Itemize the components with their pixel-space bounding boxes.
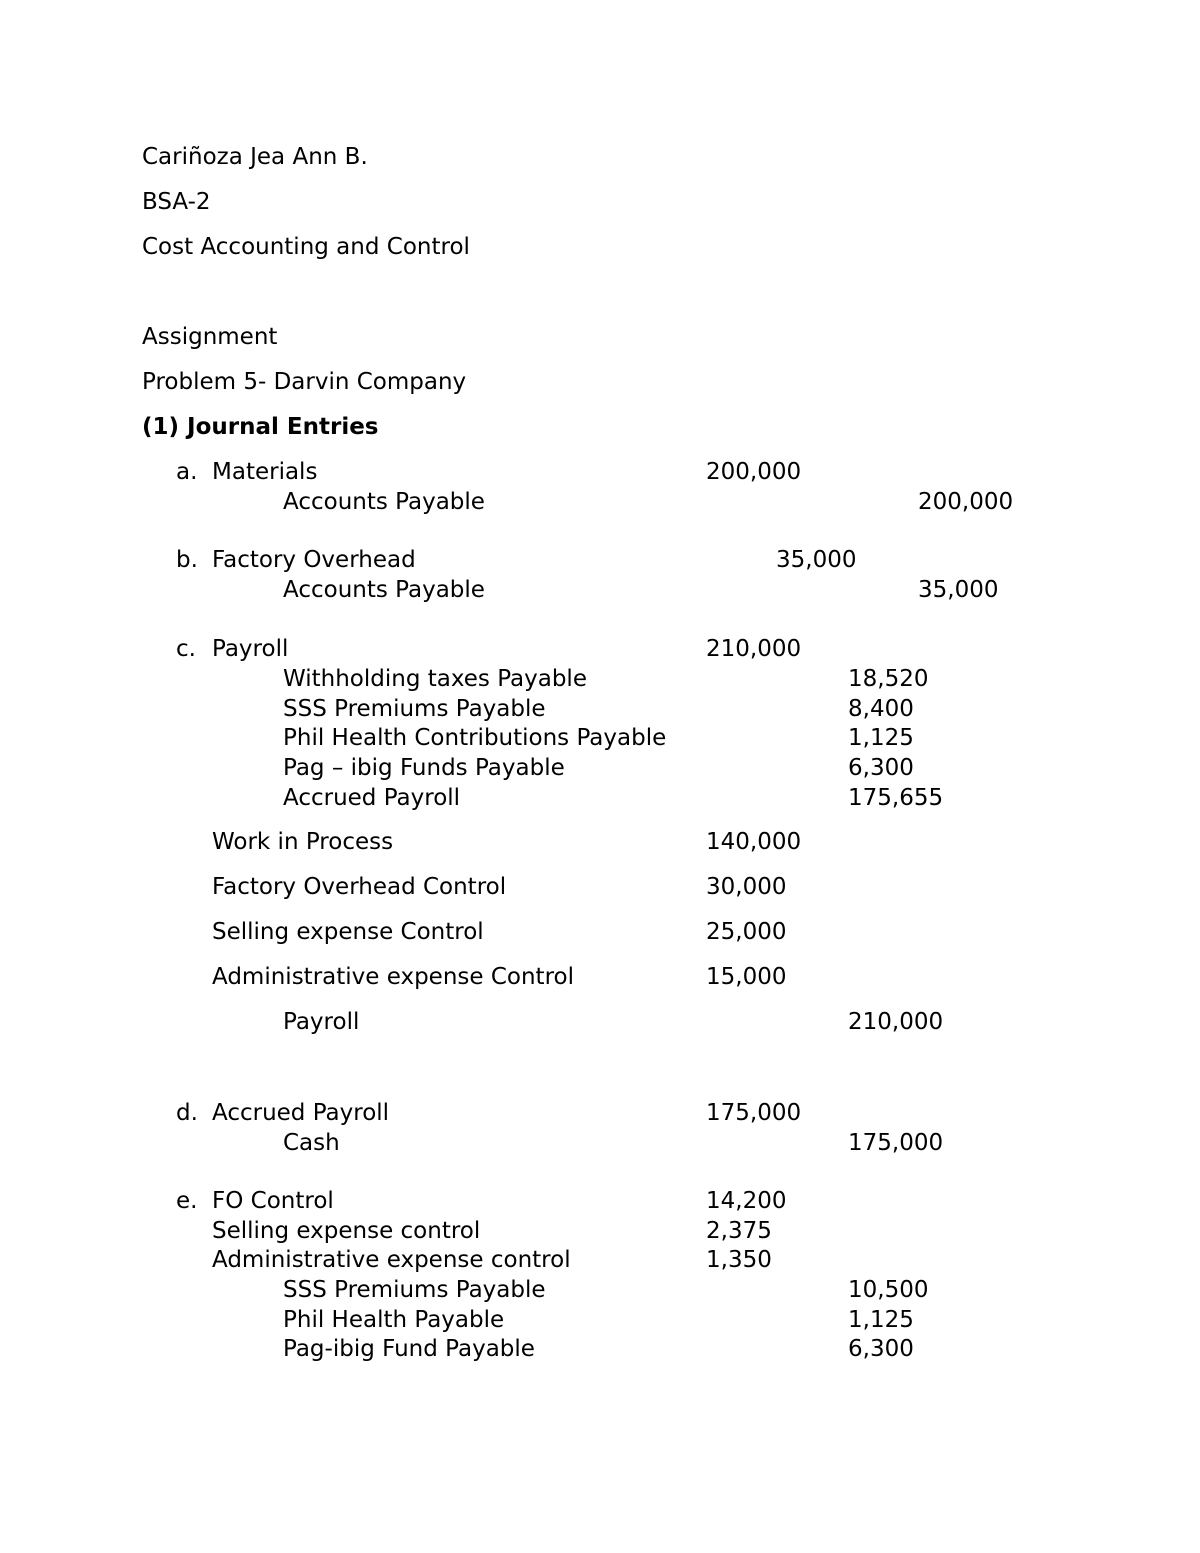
- credit-account: Payroll: [283, 1009, 360, 1035]
- debit-account: Payroll: [212, 636, 289, 662]
- credit-account: Accounts Payable: [283, 577, 485, 603]
- entry-letter: d.: [176, 1100, 198, 1126]
- debit-account: Materials: [212, 459, 318, 485]
- credit-amount: 200,000: [918, 489, 1014, 515]
- debit-amount: 2,375: [706, 1218, 772, 1244]
- debit-account: FO Control: [212, 1188, 334, 1214]
- debit-account: Administrative expense control: [212, 1247, 571, 1273]
- credit-amount: 210,000: [848, 1009, 944, 1035]
- distribution-amount: 25,000: [706, 919, 787, 945]
- credit-amount: 18,520: [848, 666, 929, 692]
- debit-amount: 35,000: [776, 547, 857, 573]
- credit-amount: 6,300: [848, 1336, 914, 1362]
- debit-amount: 175,000: [706, 1100, 802, 1126]
- credit-amount: 1,125: [848, 725, 914, 751]
- student-name: Cariñoza Jea Ann B.: [142, 144, 368, 170]
- credit-account: Accounts Payable: [283, 489, 485, 515]
- distribution-amount: 30,000: [706, 874, 787, 900]
- credit-amount: 35,000: [918, 577, 999, 603]
- entry-letter: b.: [176, 547, 198, 573]
- distribution-amount: 15,000: [706, 964, 787, 990]
- debit-amount: 210,000: [706, 636, 802, 662]
- debit-account: Accrued Payroll: [212, 1100, 390, 1126]
- distribution-amount: 140,000: [706, 829, 802, 855]
- distribution-account: Administrative expense Control: [212, 964, 574, 990]
- credit-account: Accrued Payroll: [283, 785, 461, 811]
- credit-account: SSS Premiums Payable: [283, 696, 546, 722]
- debit-account: Factory Overhead: [212, 547, 416, 573]
- distribution-account: Factory Overhead Control: [212, 874, 507, 900]
- assignment-heading: Assignment: [142, 324, 278, 350]
- credit-amount: 175,000: [848, 1130, 944, 1156]
- debit-amount: 14,200: [706, 1188, 787, 1214]
- credit-account: Pag-ibig Fund Payable: [283, 1336, 535, 1362]
- credit-amount: 1,125: [848, 1307, 914, 1333]
- credit-amount: 10,500: [848, 1277, 929, 1303]
- entry-letter: a.: [176, 459, 198, 485]
- problem-title: Problem 5- Darvin Company: [142, 369, 467, 395]
- credit-account: Cash: [283, 1130, 340, 1156]
- debit-account: Selling expense control: [212, 1218, 481, 1244]
- entry-letter: e.: [176, 1188, 198, 1214]
- debit-amount: 200,000: [706, 459, 802, 485]
- entry-letter: c.: [176, 636, 196, 662]
- credit-amount: 6,300: [848, 755, 914, 781]
- credit-amount: 175,655: [848, 785, 944, 811]
- credit-account: Pag – ibig Funds Payable: [283, 755, 565, 781]
- section: BSA-2: [142, 189, 211, 215]
- credit-account: Withholding taxes Payable: [283, 666, 587, 692]
- credit-account: Phil Health Payable: [283, 1307, 505, 1333]
- distribution-account: Work in Process: [212, 829, 394, 855]
- course-title: Cost Accounting and Control: [142, 234, 470, 260]
- debit-amount: 1,350: [706, 1247, 772, 1273]
- part-heading: (1) Journal Entries: [142, 414, 379, 440]
- credit-account: Phil Health Contributions Payable: [283, 725, 667, 751]
- credit-account: SSS Premiums Payable: [283, 1277, 546, 1303]
- distribution-account: Selling expense Control: [212, 919, 484, 945]
- credit-amount: 8,400: [848, 696, 914, 722]
